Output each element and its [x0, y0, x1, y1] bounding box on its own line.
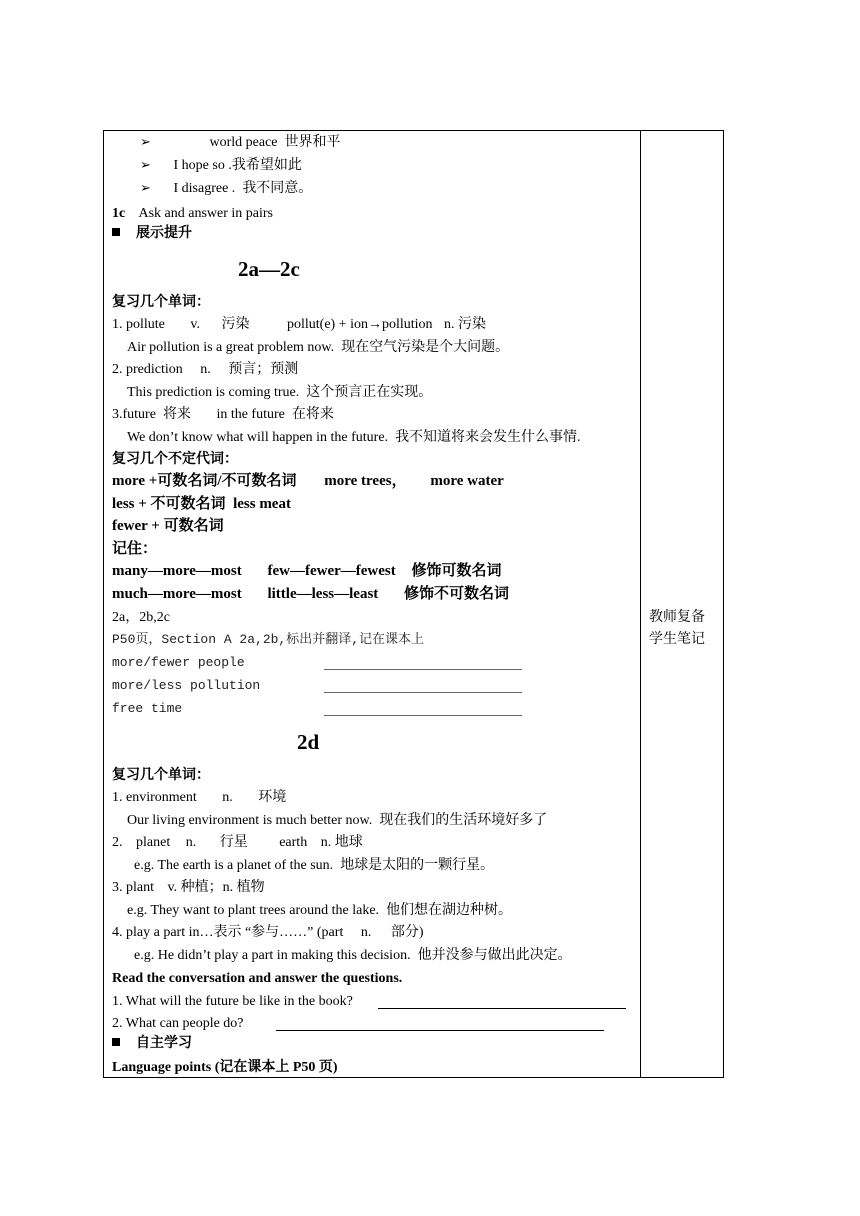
- vocab-word: 1. environment: [112, 790, 197, 805]
- rule-more: [112, 471, 504, 491]
- vocab-meaning: 污染: [221, 317, 250, 332]
- example-zh: 现在我们的生活环境好多了: [379, 813, 548, 828]
- arrow-bullet-icon: ➢: [140, 158, 151, 173]
- part-of-speech: n.: [360, 925, 372, 940]
- example-en: e.g. He didn’t play a part in making this decision.: [134, 948, 411, 963]
- exercise-2abc-note: P50页，Section A 2a,2b,标出并翻译,记在课本上: [112, 632, 425, 647]
- rule-example: more trees，: [324, 473, 407, 489]
- rule-text: less + 不可数名词: [112, 496, 226, 512]
- teacher-notes-cell: [649, 131, 719, 1077]
- vocab-word: 3. plant: [112, 880, 154, 895]
- heading-2a-2c: 2a—2c: [238, 257, 300, 281]
- vocab-item-future: [112, 406, 334, 424]
- rule-much: [112, 584, 509, 604]
- language-points-title: Language points (记在课本上 P50 页): [112, 1060, 338, 1075]
- phrase-row: [112, 700, 182, 718]
- example-zh: 这个预言正在实现。: [306, 385, 433, 400]
- vocab-review-title: 复习几个单词：: [112, 295, 210, 310]
- example-zh: 地球是太阳的一颗行星。: [340, 858, 495, 873]
- vocab-word: 3.future: [112, 407, 156, 422]
- example-sentence: [127, 429, 581, 447]
- heading-2d: 2d: [297, 730, 320, 754]
- vocab-meaning: 种植；n. 植物: [180, 880, 265, 895]
- bullet-text-en: I hope so .: [173, 158, 232, 173]
- answer-line: [324, 669, 522, 670]
- example-sentence: [127, 339, 509, 357]
- exercise-instruction: Ask and answer in pairs: [138, 206, 273, 221]
- part-of-speech: v.: [167, 880, 178, 895]
- vocab-meaning: 行星: [219, 835, 248, 850]
- question-2: 2. What can people do?: [112, 1016, 244, 1031]
- example-sentence: [127, 902, 512, 920]
- phrase-row: [112, 677, 260, 695]
- vocab-item-plant: [112, 879, 265, 897]
- comparison-forms: much—more—most: [112, 586, 242, 602]
- example-zh: 我不知道将来会发生什么事情.: [395, 430, 581, 445]
- part-of-speech: n.: [444, 317, 455, 332]
- vocab-meaning: 地球: [334, 835, 363, 850]
- phrase-label: more/fewer people: [112, 655, 245, 670]
- answer-line: [324, 692, 522, 693]
- example-zh: 他们想在湖边种树。: [386, 903, 513, 918]
- answer-line: [324, 715, 522, 716]
- exercise-2abc: 2a，2b,2c: [112, 610, 170, 625]
- side-note-teacher: 教师复备: [649, 609, 705, 625]
- bullet-text-zh: 我不同意。: [242, 181, 313, 196]
- example-sentence: [127, 812, 547, 830]
- example-zh: 现在空气污染是个大问题。: [341, 340, 510, 355]
- arrow-bullet-icon: ➢: [140, 181, 151, 196]
- bullet-item: [140, 157, 302, 175]
- comparison-forms: little—less—least: [267, 586, 379, 602]
- answer-line: [276, 1030, 604, 1031]
- example-zh: 他并没参与做出此决定。: [417, 948, 572, 963]
- section-show-title: [112, 225, 192, 243]
- comparison-forms: few—fewer—fewest: [267, 563, 396, 579]
- phrase-row: [112, 654, 245, 672]
- answer-line: [378, 1008, 626, 1009]
- vocab-word: 1. pollute: [112, 317, 165, 332]
- usage-note: 修饰不可数名词: [404, 586, 510, 602]
- part-of-speech: n.: [320, 835, 332, 850]
- main-content-cell: [112, 131, 636, 1077]
- vocab-meaning: 将来: [162, 407, 191, 422]
- example-en: e.g. They want to plant trees around the lake.: [127, 903, 380, 918]
- rule-fewer: fewer + 可数名词: [112, 518, 224, 534]
- vocab-item-prediction: [112, 361, 298, 379]
- section-label: 展示提升: [136, 226, 192, 241]
- vocab-meaning: 预言；预测: [228, 362, 299, 377]
- phrase-meaning: 在将来: [291, 407, 334, 422]
- bullet-text-en: I disagree .: [173, 181, 236, 196]
- vocab-number: 2.: [112, 835, 123, 850]
- example-en: e.g. The earth is a planet of the sun.: [134, 858, 334, 873]
- phrase-label: more/less pollution: [112, 678, 261, 693]
- example-en: We don’t know what will happen in the future.: [127, 430, 389, 445]
- section-label: 自主学习: [136, 1036, 192, 1051]
- remember-label: 记住：: [112, 541, 158, 557]
- example-en: This prediction is coming true.: [127, 385, 300, 400]
- vocab-word: planet: [136, 835, 171, 850]
- exercise-number: 1c: [112, 206, 126, 221]
- side-note-student: 学生笔记: [649, 631, 705, 647]
- vocab-meaning: 环境: [258, 790, 287, 805]
- part-of-speech: v.: [190, 317, 200, 332]
- bullet-item: [140, 134, 341, 152]
- column-divider: [640, 131, 641, 1077]
- lesson-table: [103, 130, 724, 1078]
- vocab-meaning: 部分): [390, 925, 424, 940]
- section-self-study: [112, 1035, 192, 1053]
- example-sentence: [134, 857, 494, 875]
- vocab-item-pollute: [112, 316, 486, 334]
- square-bullet-icon: [112, 228, 120, 236]
- vocab-item-planet: [112, 834, 363, 852]
- comparison-forms: many—more—most: [112, 563, 242, 579]
- example-sentence: [127, 384, 432, 402]
- part-of-speech: n.: [222, 790, 233, 805]
- word-formation: pollut(e) + ion→pollution: [286, 317, 433, 332]
- reading-task-title: Read the conversation and answer the questions.: [112, 971, 403, 986]
- vocab-review-title-2: 复习几个单词：: [112, 768, 210, 783]
- question-1: 1. What will the future be like in the book?: [112, 994, 353, 1009]
- pronoun-review-title: 复习几个不定代词：: [112, 452, 238, 467]
- part-of-speech: n.: [185, 835, 197, 850]
- example-sentence: [134, 947, 572, 965]
- rule-many: [112, 561, 502, 581]
- vocab-word: 2. prediction: [112, 362, 183, 377]
- arrow-bullet-icon: ➢: [140, 135, 151, 150]
- vocab-meaning: 污染: [458, 317, 487, 332]
- bullet-text-zh: 世界和平: [284, 135, 341, 150]
- vocab-word: 4. play a part in…表示 “参与……” (part: [112, 925, 344, 940]
- phrase-label: free time: [112, 701, 183, 716]
- bullet-text-en: world peace: [209, 135, 278, 150]
- exercise-1c: [112, 205, 273, 223]
- phrase: in the future: [216, 407, 285, 422]
- bullet-text-zh: 我希望如此: [231, 158, 302, 173]
- usage-note: 修饰可数名词: [411, 563, 502, 579]
- vocab-word: earth: [279, 835, 308, 850]
- vocab-item-environment: [112, 789, 286, 807]
- example-en: Air pollution is a great problem now.: [127, 340, 335, 355]
- square-bullet-icon: [112, 1038, 120, 1046]
- part-of-speech: n.: [200, 362, 211, 377]
- rule-less: [112, 494, 291, 514]
- rule-text: more +可数名词/不可数名词: [112, 473, 297, 489]
- bullet-item: [140, 180, 312, 198]
- rule-example: more water: [430, 473, 504, 489]
- example-en: Our living environment is much better now.: [127, 813, 373, 828]
- rule-example: less meat: [233, 496, 291, 512]
- vocab-item-play-a-part: [112, 924, 424, 942]
